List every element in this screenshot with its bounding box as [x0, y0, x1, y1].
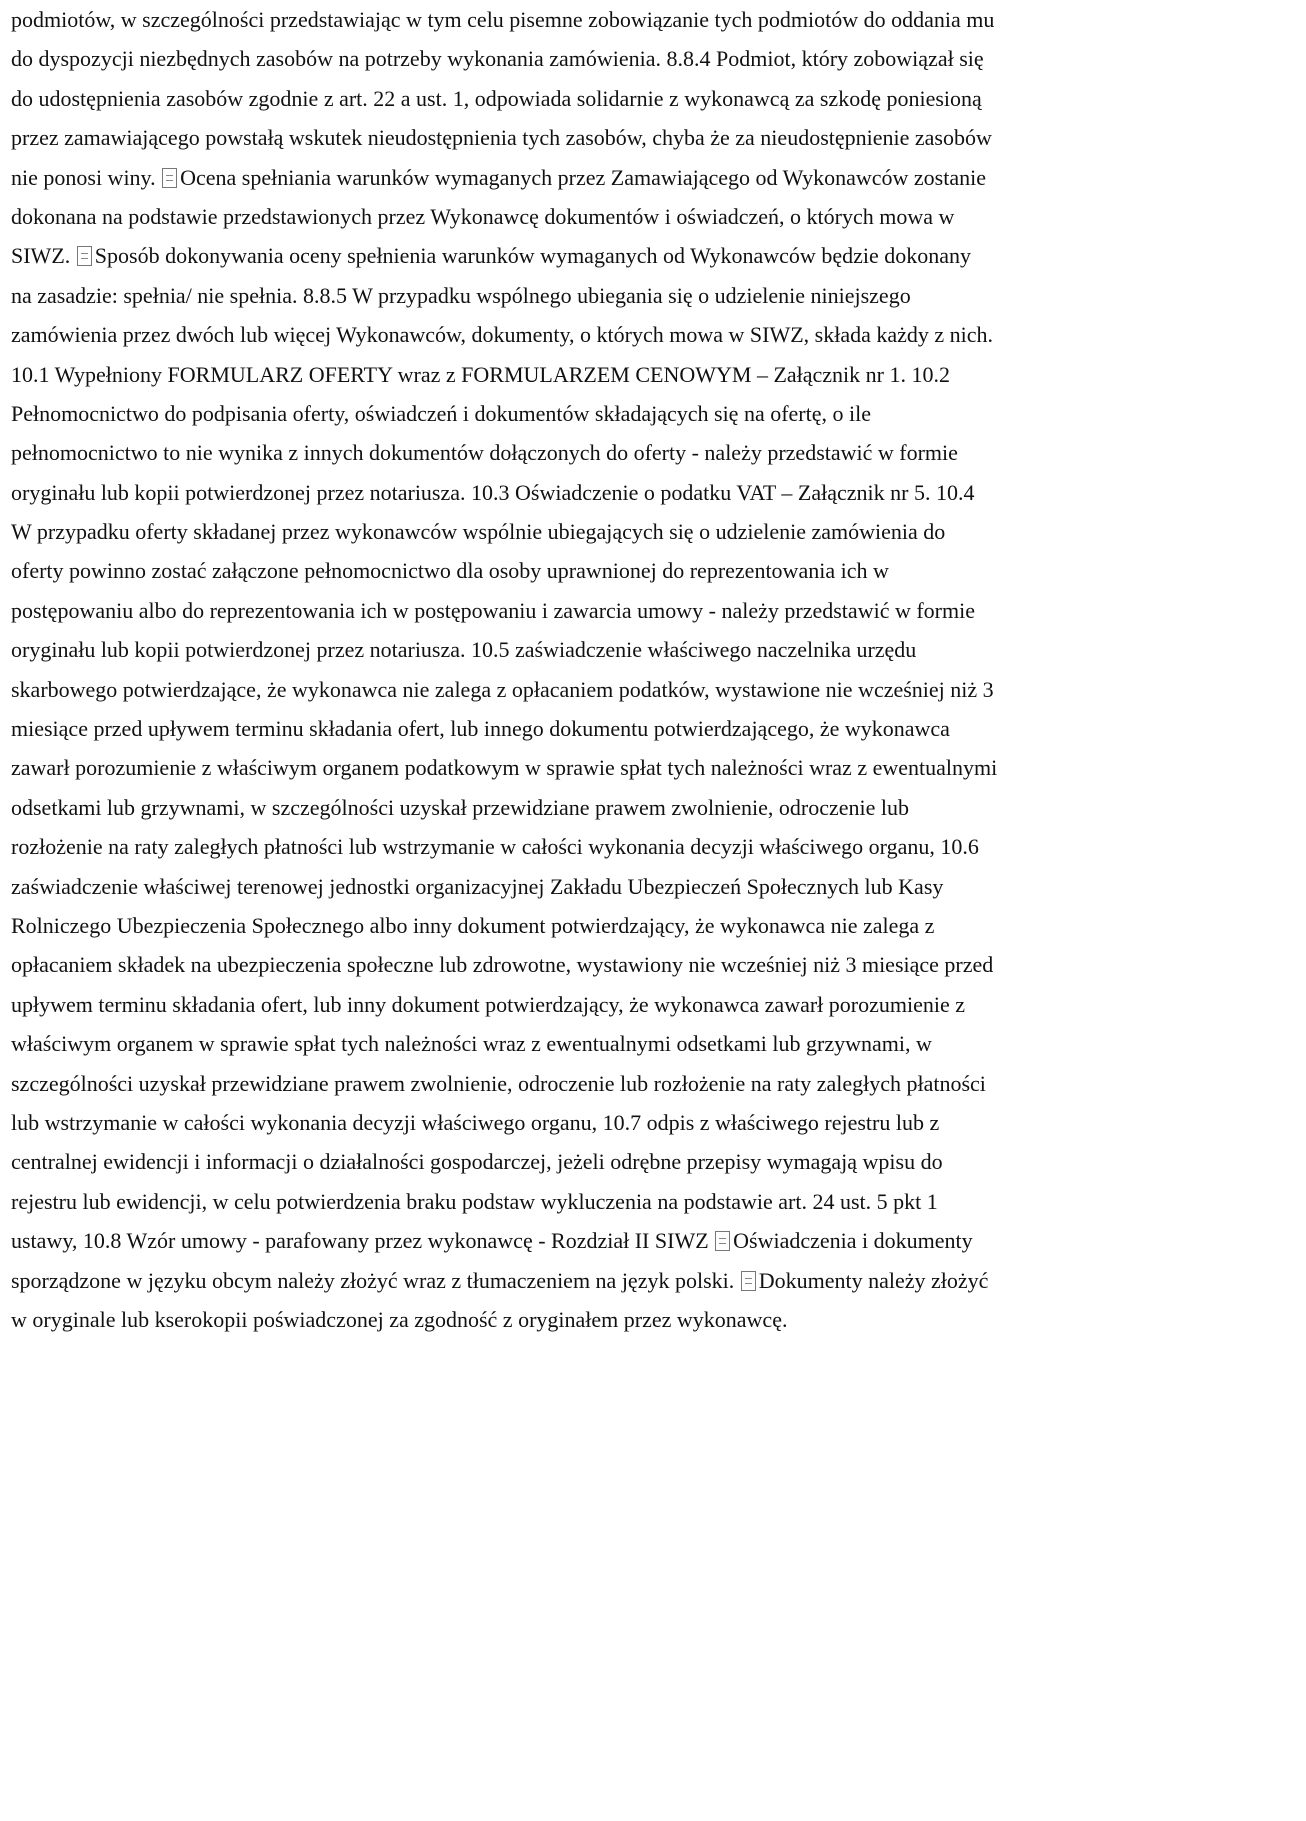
text-line	[11, 1103, 1301, 1142]
text-segment: właściwym organem w sprawie spłat tych należności wraz z ewentualnymi odsetkami lub grzywnami, w	[11, 1031, 932, 1057]
text-line	[11, 197, 1301, 236]
text-segment: podmiotów, w szczególności przedstawiając w tym celu pisemne zobowiązanie tych podmiotów do oddania mu	[11, 7, 995, 32]
text-line	[11, 670, 1301, 709]
text-line	[11, 236, 1301, 275]
text-line	[11, 315, 1301, 354]
text-segment: Sposób dokonywania oceny spełnienia warunków wymaganych od Wykonawców będzie dokonany	[94, 243, 971, 269]
text-line	[11, 39, 1301, 78]
text-segment: W przypadku oferty składanej przez wykonawców wspólnie ubiegających się o udzielenie zamówienia do	[11, 519, 946, 545]
missing-glyph-icon	[77, 246, 92, 266]
text-segment: na zasadzie: spełnia/ nie spełnia. 8.8.5 W przypadku wspólnego ubiegania się o udzielenie niniejszego	[11, 282, 911, 308]
text-segment: SIWZ.	[11, 243, 76, 269]
text-line	[11, 0, 1301, 39]
text-line	[11, 867, 1301, 906]
text-segment: do udostępnienia zasobów zgodnie z art. 22 a ust. 1, odpowiada solidarnie z wykonawcą za szkodę poniesioną	[11, 85, 982, 111]
text-line	[11, 748, 1301, 787]
text-line	[11, 433, 1301, 472]
text-segment: lub wstrzymanie w całości wykonania decyzji właściwego organu, 10.7 odpis z właściwego rejestru lub z	[11, 1109, 940, 1135]
text-line	[11, 1182, 1301, 1221]
text-segment: dokonana na podstawie przedstawionych przez Wykonawcę dokumentów i oświadczeń, o których mowa w	[11, 203, 955, 229]
text-line	[11, 1221, 1301, 1260]
text-line	[11, 709, 1301, 748]
text-line	[11, 158, 1301, 197]
text-segment: Rolniczego Ubezpieczenia Społecznego albo inny dokument potwierdzający, że wykonawca nie zalega z	[11, 912, 935, 938]
text-segment: w oryginale lub kserokopii poświadczonej za zgodność z oryginałem przez wykonawcę.	[11, 1306, 788, 1332]
text-segment: centralnej ewidencji i informacji o działalności gospodarczej, jeżeli odrębne przepisy wymagają wpisu do	[11, 1149, 943, 1175]
text-segment: ustawy, 10.8 Wzór umowy - parafowany przez wykonawcę - Rozdział II SIWZ	[11, 1228, 715, 1254]
text-segment: przez zamawiającego powstałą wskutek nieudostępnienia tych zasobów, chyba że za nieudostępnienie zasobów	[11, 125, 992, 151]
text-segment: rejestru lub ewidencji, w celu potwierdzenia braku podstaw wykluczenia na podstawie art. 24 ust. 5 pkt 1	[11, 1188, 938, 1214]
text-line	[11, 630, 1301, 669]
document-body-text	[11, 0, 1301, 1339]
text-line	[11, 906, 1301, 945]
text-line	[11, 788, 1301, 827]
text-segment: Dokumenty należy złożyć	[758, 1267, 989, 1293]
text-segment: nie ponosi winy.	[11, 164, 162, 190]
text-line	[11, 591, 1301, 630]
text-segment: zamówienia przez dwóch lub więcej Wykonawców, dokumenty, o których mowa w SIWZ, składa każdy z nich.	[11, 322, 994, 348]
text-line	[11, 1064, 1301, 1103]
text-segment: zaświadczenie właściwej terenowej jednostki organizacyjnej Zakładu Ubezpieczeń Społecznych lub Kasy	[11, 873, 944, 899]
text-line	[11, 394, 1301, 433]
missing-glyph-icon	[741, 1271, 756, 1291]
text-line	[11, 79, 1301, 118]
text-segment: postępowaniu albo do reprezentowania ich w postępowaniu i zawarcia umowy - należy przedstawić w formie	[11, 597, 975, 623]
text-segment: upływem terminu składania ofert, lub inny dokument potwierdzający, że wykonawca zawarł porozumienie z	[11, 991, 966, 1017]
text-segment: Oświadczenia i dokumenty	[733, 1228, 973, 1254]
text-segment: skarbowego potwierdzające, że wykonawca nie zalega z opłacaniem podatków, wystawione nie wcześniej niż 3	[11, 676, 994, 702]
text-segment: szczególności uzyskał przewidziane prawem zwolnienie, odroczenie lub rozłożenie na raty zaległych płatności	[11, 1070, 986, 1096]
text-line	[11, 355, 1301, 394]
text-segment: oferty powinno zostać załączone pełnomocnictwo dla osoby uprawnionej do reprezentowania ich w	[11, 558, 889, 584]
text-line	[11, 512, 1301, 551]
text-line	[11, 985, 1301, 1024]
text-segment: rozłożenie na raty zaległych płatności lub wstrzymanie w całości wykonania decyzji właściwego organu, 10.6	[11, 834, 979, 860]
text-line	[11, 945, 1301, 984]
text-line	[11, 473, 1301, 512]
missing-glyph-icon	[162, 168, 177, 188]
text-line	[11, 1142, 1301, 1181]
text-line	[11, 827, 1301, 866]
text-segment: 10.1 Wypełniony FORMULARZ OFERTY wraz z FORMULARZEM CENOWYM – Załącznik nr 1. 10.2	[11, 361, 950, 387]
text-line	[11, 1300, 1301, 1339]
text-segment: Ocena spełniania warunków wymaganych przez Zamawiającego od Wykonawców zostanie	[180, 164, 986, 190]
text-segment: sporządzone w języku obcym należy złożyć wraz z tłumaczeniem na język polski.	[11, 1267, 740, 1293]
text-line	[11, 1024, 1301, 1063]
text-segment: miesiące przed upływem terminu składania ofert, lub innego dokumentu potwierdzającego, że wykonawca	[11, 716, 950, 742]
text-segment: Pełnomocnictwo do podpisania oferty, oświadczeń i dokumentów składających się na ofertę, o ile	[11, 400, 871, 426]
missing-glyph-icon	[715, 1231, 730, 1251]
text-segment: opłacaniem składek na ubezpieczenia społeczne lub zdrowotne, wystawiony nie wcześniej niż 3 miesiące przed	[11, 952, 994, 978]
text-segment: pełnomocnictwo to nie wynika z innych dokumentów dołączonych do oferty - należy przedstawić w formie	[11, 440, 958, 466]
text-segment: oryginału lub kopii potwierdzonej przez notariusza. 10.5 zaświadczenie właściwego naczelnika urzędu	[11, 637, 917, 663]
text-line	[11, 551, 1301, 590]
text-segment: odsetkami lub grzywnami, w szczególności uzyskał przewidziane prawem zwolnienie, odroczenie lub	[11, 794, 910, 820]
text-segment: zawarł porozumienie z właściwym organem podatkowym w sprawie spłat tych należności wraz z ewentualnymi	[11, 755, 998, 781]
text-segment: oryginału lub kopii potwierdzonej przez notariusza. 10.3 Oświadczenie o podatku VAT – Załącznik nr 5. 10.4	[11, 479, 975, 505]
text-line	[11, 118, 1301, 157]
text-line	[11, 1261, 1301, 1300]
text-line	[11, 276, 1301, 315]
text-segment: do dyspozycji niezbędnych zasobów na potrzeby wykonania zamówienia. 8.8.4 Podmiot, który zobowiązał się	[11, 46, 984, 72]
